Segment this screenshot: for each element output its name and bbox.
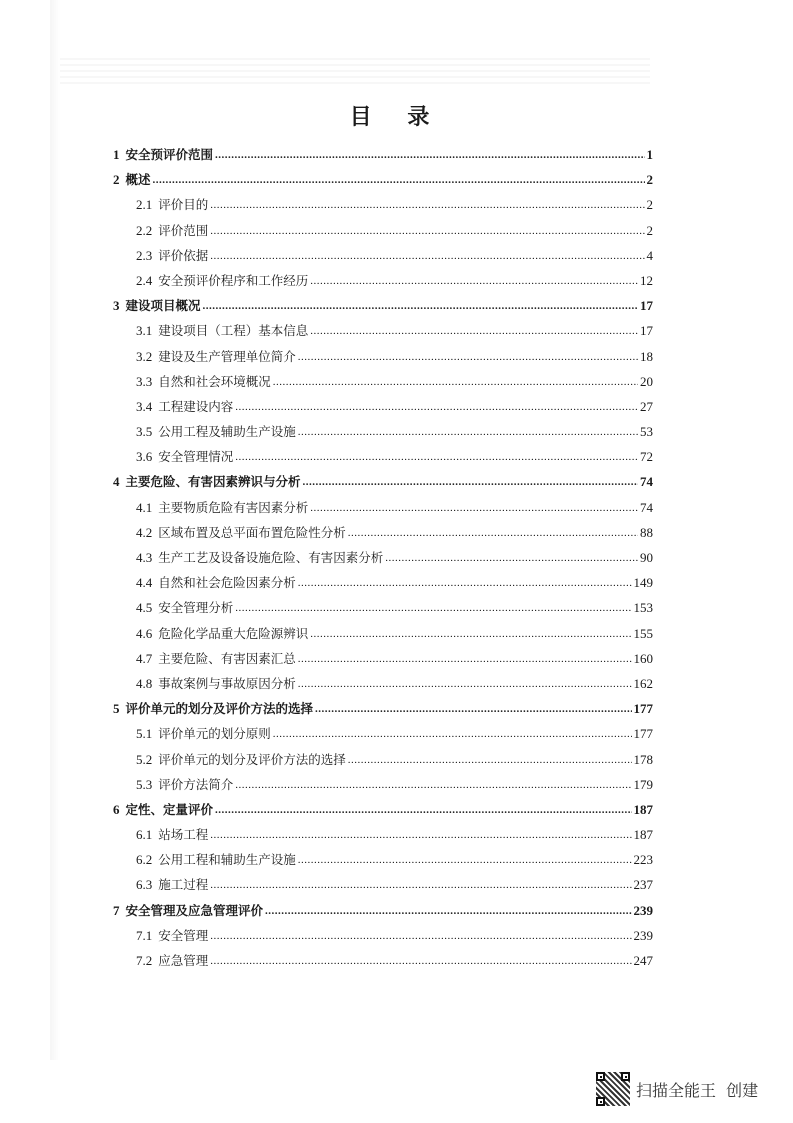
toc-entry-number: 4 xyxy=(113,474,120,490)
toc-entry-label: 应急管理 xyxy=(158,953,209,968)
toc-section-entry[interactable] xyxy=(113,621,653,646)
toc-entry-page: 18 xyxy=(640,348,653,364)
toc-entry-label: 区域布置及总平面布置危险性分析 xyxy=(158,524,346,540)
toc-entry-number: 5.2 xyxy=(136,751,153,767)
toc-entry-label: 建设项目（工程）基本信息 xyxy=(158,323,309,339)
toc-section-entry[interactable] xyxy=(113,570,653,595)
dot-leader xyxy=(348,748,632,773)
dot-leader xyxy=(210,244,644,269)
toc-entry-label: 工程建设内容 xyxy=(158,398,234,414)
toc-section-entry[interactable] xyxy=(113,192,653,217)
toc-entry-number: 6.1 xyxy=(136,827,153,843)
toc-entry-number: 7.2 xyxy=(136,953,153,968)
toc-entry-label: 定性、定量评价 xyxy=(125,801,214,817)
toc-entry-number: 6 xyxy=(113,801,120,817)
toc-entry-label: 评价单元的划分及评价方法的选择 xyxy=(158,751,346,767)
toc-entry-label: 安全管理分析 xyxy=(158,600,234,616)
dot-leader xyxy=(273,370,638,395)
dot-leader xyxy=(215,798,631,823)
toc-entry-page: 223 xyxy=(633,852,653,868)
toc-entry-number: 7.1 xyxy=(136,927,153,943)
toc-entry-label: 危险化学品重大危险源辨识 xyxy=(158,625,309,641)
toc-entry-number: 4.8 xyxy=(136,675,153,691)
toc-chapter-entry[interactable] xyxy=(113,142,653,167)
dot-leader xyxy=(310,269,638,294)
toc-entry-number: 4.4 xyxy=(136,575,153,591)
dot-leader xyxy=(298,571,632,596)
toc-entry-label: 评价单元的划分及评价方法的选择 xyxy=(125,701,314,717)
dot-leader xyxy=(210,193,644,218)
toc-entry-page: 149 xyxy=(633,575,653,591)
toc-entry-page: 153 xyxy=(633,600,653,616)
dot-leader xyxy=(203,294,638,319)
toc-entry-number: 4.3 xyxy=(136,550,153,565)
toc-entry-number: 4.6 xyxy=(136,625,153,641)
dot-leader xyxy=(298,647,632,672)
toc-entry-page: 162 xyxy=(633,675,653,691)
dot-leader xyxy=(235,596,631,621)
dot-leader xyxy=(273,722,632,747)
toc-entry-label: 安全预评价程序和工作经历 xyxy=(158,272,309,288)
toc-entry-page: 4 xyxy=(646,247,653,263)
dot-leader xyxy=(310,319,638,344)
dot-leader xyxy=(210,949,631,974)
toc-section-entry[interactable] xyxy=(113,243,653,268)
toc-section-entry[interactable] xyxy=(113,646,653,671)
dot-leader xyxy=(235,445,638,470)
toc-section-entry[interactable] xyxy=(113,394,653,419)
toc-entry-label: 公用工程和辅助生产设施 xyxy=(158,852,296,868)
toc-entry-label: 评价目的 xyxy=(158,197,209,213)
toc-entry-page: 2 xyxy=(646,172,653,188)
toc-entry-number: 4.2 xyxy=(136,524,153,540)
toc-chapter-entry[interactable] xyxy=(113,797,653,822)
toc-entry-page: 17 xyxy=(640,323,653,339)
dot-leader xyxy=(210,823,631,848)
toc-section-entry[interactable] xyxy=(113,318,653,343)
toc-entry-number: 3.2 xyxy=(136,348,153,364)
toc-entry-number: 4.1 xyxy=(136,499,153,515)
toc-entry-page: 187 xyxy=(633,801,653,817)
toc-entry-page: 90 xyxy=(640,550,653,565)
toc-entry-label: 站场工程 xyxy=(158,827,209,843)
toc-section-entry[interactable] xyxy=(113,822,653,847)
toc-section-entry[interactable] xyxy=(113,721,653,746)
toc-section-entry[interactable] xyxy=(113,344,653,369)
toc-entry-label: 评价方法简介 xyxy=(158,776,234,792)
toc-entry-page: 2 xyxy=(646,222,653,238)
toc-entry-page: 177 xyxy=(633,726,653,742)
toc-entry-number: 5.3 xyxy=(136,776,153,792)
toc-section-entry[interactable] xyxy=(113,495,653,520)
toc-entry-number: 4.7 xyxy=(136,650,153,666)
toc-entry-label: 事故案例与事故原因分析 xyxy=(158,675,296,691)
toc-section-entry[interactable] xyxy=(113,419,653,444)
toc-section-entry[interactable] xyxy=(113,369,653,394)
toc-section-entry[interactable] xyxy=(113,747,653,772)
toc-chapter-entry[interactable] xyxy=(113,293,653,318)
toc-entry-number: 2 xyxy=(113,172,120,188)
toc-entry-label: 建设项目概况 xyxy=(125,298,201,314)
toc-entry-number: 3.4 xyxy=(136,398,153,414)
toc-section-entry[interactable] xyxy=(113,444,653,469)
toc-entry-page: 177 xyxy=(633,701,653,717)
watermark-text: 扫描全能王 创建 xyxy=(636,1080,759,1100)
toc-entry-number: 6.3 xyxy=(136,877,153,893)
toc-entry-page: 237 xyxy=(633,877,653,893)
toc-section-entry[interactable] xyxy=(113,671,653,696)
toc-entry-number: 1 xyxy=(113,147,120,162)
toc-section-entry[interactable] xyxy=(113,772,653,797)
dot-leader xyxy=(310,496,638,521)
toc-entry-page: 1 xyxy=(646,147,653,162)
dot-leader xyxy=(298,345,638,370)
toc-entry-label: 主要物质危险有害因素分析 xyxy=(158,499,309,515)
toc-entry-number: 2.3 xyxy=(136,247,153,263)
toc-entry-page: 2 xyxy=(646,197,653,213)
toc-entry-number: 2.4 xyxy=(136,272,153,288)
scanner-watermark xyxy=(596,1072,758,1106)
toc-entry-number: 3.6 xyxy=(136,449,153,465)
dot-leader xyxy=(210,219,644,244)
toc-entry-label: 主要危险、有害因素辨识与分析 xyxy=(125,474,301,490)
toc-entry-page: 12 xyxy=(640,272,653,288)
dot-leader xyxy=(298,848,632,873)
toc-entry-number: 3.1 xyxy=(136,323,153,339)
toc-entry-page: 20 xyxy=(640,373,653,389)
bleed-through-text xyxy=(60,58,650,88)
toc-section-entry[interactable] xyxy=(113,847,653,872)
dot-leader xyxy=(210,873,631,898)
dot-leader xyxy=(210,924,631,949)
dot-leader xyxy=(235,395,638,420)
toc-entry-page: 27 xyxy=(640,398,653,414)
toc-entry-label: 施工过程 xyxy=(158,877,209,893)
toc-entry-label: 评价单元的划分原则 xyxy=(158,726,271,742)
toc-section-entry[interactable] xyxy=(113,218,653,243)
toc-entry-label: 生产工艺及设备设施危险、有害因素分析 xyxy=(158,550,384,565)
toc-section-entry[interactable] xyxy=(113,595,653,620)
dot-leader xyxy=(298,420,638,445)
toc-entry-page: 72 xyxy=(640,449,653,465)
toc-entry-label: 安全预评价范围 xyxy=(125,147,214,162)
toc-section-entry[interactable] xyxy=(113,872,653,897)
toc-entry-number: 6.2 xyxy=(136,852,153,868)
dot-leader xyxy=(315,697,631,722)
toc-section-entry[interactable] xyxy=(113,520,653,545)
toc-entry-number: 7 xyxy=(113,902,120,918)
toc-entry-number: 4.5 xyxy=(136,600,153,616)
toc-entry-label: 安全管理情况 xyxy=(158,449,234,465)
dot-leader xyxy=(310,622,631,647)
dot-leader xyxy=(265,899,631,924)
toc-section-entry[interactable] xyxy=(113,948,653,973)
toc-entry-page: 17 xyxy=(640,298,653,314)
toc-entry-label: 评价依据 xyxy=(158,247,209,263)
toc-chapter-entry[interactable] xyxy=(113,167,653,192)
dot-leader xyxy=(385,546,638,571)
toc-entry-number: 3 xyxy=(113,298,120,314)
toc-section-entry[interactable] xyxy=(113,268,653,293)
toc-entry-label: 概述 xyxy=(125,172,151,188)
toc-entry-page: 155 xyxy=(633,625,653,641)
toc-entry-page: 187 xyxy=(633,827,653,843)
dot-leader xyxy=(215,143,644,168)
toc-entry-label: 主要危险、有害因素汇总 xyxy=(158,650,296,666)
dot-leader xyxy=(153,168,645,193)
toc-section-entry[interactable] xyxy=(113,923,653,948)
dot-leader xyxy=(235,773,631,798)
toc-entry-label: 建设及生产管理单位简介 xyxy=(158,348,296,364)
toc-entry-number: 2.1 xyxy=(136,197,153,213)
toc-chapter-entry[interactable] xyxy=(113,696,653,721)
toc-chapter-entry[interactable] xyxy=(113,469,653,494)
toc-chapter-entry[interactable] xyxy=(113,898,653,923)
toc-entry-label: 自然和社会环境概况 xyxy=(158,373,271,389)
toc-entry-page: 247 xyxy=(633,953,653,968)
qr-code-icon xyxy=(596,1072,630,1106)
toc-entry-page: 179 xyxy=(633,776,653,792)
page-title: 目 录 xyxy=(349,105,444,130)
toc-entry-label: 公用工程及辅助生产设施 xyxy=(158,424,296,440)
scan-edge-shadow xyxy=(50,0,60,1060)
toc-entry-number: 5 xyxy=(113,701,120,717)
toc-section-entry[interactable] xyxy=(113,545,653,570)
toc-entry-page: 178 xyxy=(633,751,653,767)
toc-entry-page: 239 xyxy=(633,902,653,918)
toc-entry-label: 评价范围 xyxy=(158,222,209,238)
dot-leader xyxy=(348,521,638,546)
toc-entry-page: 88 xyxy=(640,524,653,540)
dot-leader xyxy=(303,470,638,495)
toc-entry-label: 安全管理 xyxy=(158,927,209,943)
dot-leader xyxy=(298,672,632,697)
toc-entry-number: 3.3 xyxy=(136,373,153,389)
toc-entry-page: 160 xyxy=(633,650,653,666)
toc-entry-number: 2.2 xyxy=(136,222,153,238)
toc-entry-page: 74 xyxy=(640,499,653,515)
toc-entry-number: 3.5 xyxy=(136,424,153,440)
toc-entry-page: 239 xyxy=(633,927,653,943)
toc-entry-label: 自然和社会危险因素分析 xyxy=(158,575,296,591)
toc-entry-page: 53 xyxy=(640,424,653,440)
table-of-contents xyxy=(113,142,653,973)
toc-entry-page: 74 xyxy=(640,474,653,490)
toc-entry-number: 5.1 xyxy=(136,726,153,742)
toc-entry-label: 安全管理及应急管理评价 xyxy=(125,902,264,918)
